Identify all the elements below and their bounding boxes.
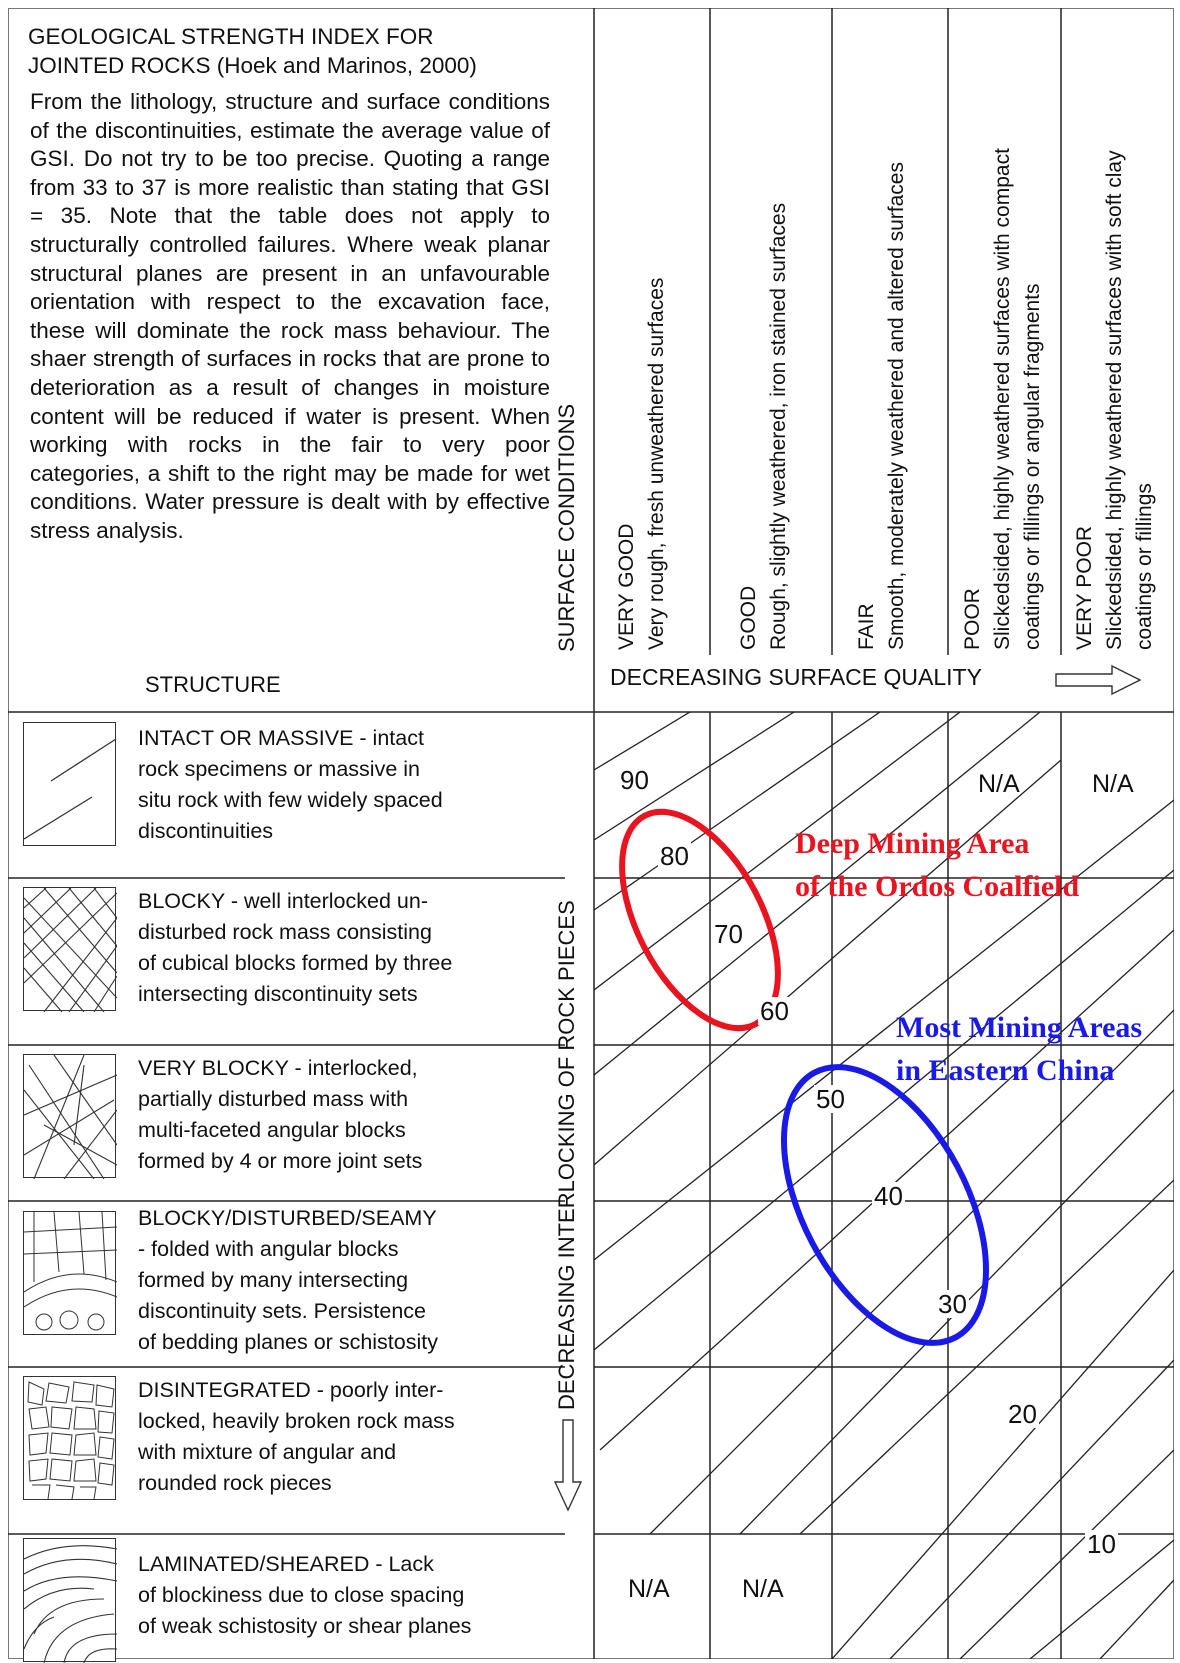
column-grade: GOOD — [737, 585, 760, 650]
row-line: intersecting discontinuity sets — [138, 982, 418, 1006]
title-line-2: JOINTED ROCKS (Hoek and Marinos, 2000) — [28, 53, 477, 78]
column-header-very-good — [612, 278, 672, 650]
column-description: Smooth, moderately weathered and altered surfaces — [885, 162, 908, 650]
chart-title — [28, 22, 568, 80]
row-line: of blockiness due to close spacing — [138, 1583, 465, 1607]
na-cell-intact-very-poor: N/A — [1092, 770, 1134, 798]
column-description: Slickedsided, highly weathered surfaces with compact — [991, 148, 1014, 650]
row-line: DISINTEGRATED - poorly inter- — [138, 1378, 444, 1402]
very-blocky-icon — [23, 1054, 116, 1178]
structure-row-blocky — [138, 886, 538, 1010]
gsi-label-90: 90 — [620, 765, 649, 795]
gsi-label-70: 70 — [714, 919, 743, 949]
column-description-2: coatings or fillings — [1133, 483, 1156, 650]
na-cell-laminated-good: N/A — [742, 1575, 784, 1603]
decreasing-interlocking-label: DECREASING INTERLOCKING OF ROCK PIECES — [554, 900, 579, 1410]
column-grade: POOR — [961, 588, 984, 650]
column-grade: FAIR — [855, 603, 878, 650]
row-line: rounded rock pieces — [138, 1471, 332, 1495]
structure-label: STRUCTURE — [145, 672, 281, 697]
column-grade: VERY POOR — [1073, 525, 1096, 650]
column-header-poor — [958, 148, 1048, 650]
column-header-fair — [852, 162, 912, 650]
structure-row-disintegrated — [138, 1375, 538, 1499]
row-line: BLOCKY/DISTURBED/SEAMY — [138, 1206, 437, 1230]
column-description: Slickedsided, highly weathered surfaces with soft clay — [1103, 150, 1126, 650]
structure-row-intact — [138, 723, 538, 847]
row-line: BLOCKY - well interlocked un- — [138, 889, 428, 913]
surface-conditions-label: SURFACE CONDITIONS — [554, 403, 579, 652]
disintegrated-icon — [23, 1376, 116, 1500]
title-line-1: GEOLOGICAL STRENGTH INDEX FOR — [28, 24, 434, 49]
column-description: Very rough, fresh unweathered surfaces — [645, 277, 668, 650]
row-line: discontinuity sets. Persistence — [138, 1299, 426, 1323]
column-header-good — [734, 203, 794, 650]
decreasing-surface-quality-label: DECREASING SURFACE QUALITY — [610, 664, 982, 690]
annotation-line-1: Most Mining Areas — [896, 1011, 1143, 1044]
row-line: discontinuities — [138, 819, 274, 843]
row-line: partially disturbed mass with — [138, 1087, 409, 1111]
row-line: INTACT OR MASSIVE - intact — [138, 726, 424, 750]
row-line: multi-faceted angular blocks — [138, 1118, 406, 1142]
row-line: locked, heavily broken rock mass — [138, 1409, 455, 1433]
column-grade: VERY GOOD — [615, 523, 638, 650]
down-arrow-icon — [555, 1420, 581, 1510]
column-description-2: coatings or fillings or angular fragments — [1021, 283, 1044, 650]
row-line: formed by many intersecting — [138, 1268, 409, 1292]
row-line: formed by 4 or more joint sets — [138, 1149, 423, 1173]
gsi-label-30: 30 — [938, 1289, 967, 1319]
deep-mining-annotation — [795, 822, 1079, 908]
annotation-line-1: Deep Mining Area — [795, 827, 1030, 860]
row-line: - folded with angular blocks — [138, 1237, 399, 1261]
gsi-label-80: 80 — [660, 841, 689, 871]
laminated-sheared-icon — [23, 1538, 116, 1662]
intro-paragraph: From the lithology, structure and surface conditions of the discontinuities, estimate the average value of GSI. Do not try to be too precise. Quoting a range from 33 to 37 is more realistic than stating that GSI = 35. Note that the table does not apply to structurally controlled failures. Where weak planar structural planes are present in an unfavourable orientation with respect to the excavation face, these will dominate the rock mass behaviour. The shaer strength of surfaces in rocks that are prone to deterioration as a result of changes in moisture content will be reduced if water is present. When working with rocks in the fair to very poor categories, a shift to the right may be made for wet conditions. Water pressure is dealt with by effective stress analysis. — [30, 89, 550, 543]
right-arrow-icon — [1056, 666, 1140, 694]
na-cell-laminated-very-good: N/A — [628, 1575, 670, 1603]
column-header-very-poor — [1070, 150, 1160, 650]
annotation-line-2: of the Ordos Coalfield — [795, 870, 1080, 903]
gsi-label-60: 60 — [760, 996, 789, 1026]
row-line: situ rock with few widely spaced — [138, 788, 443, 812]
intact-massive-icon — [23, 722, 116, 846]
row-line: rock specimens or massive in — [138, 757, 420, 781]
row-line: of weak schistosity or shear planes — [138, 1614, 472, 1638]
blocky-disturbed-seamy-icon — [23, 1211, 116, 1335]
row-line: of bedding planes or schistosity — [138, 1330, 438, 1354]
gsi-label-20: 20 — [1008, 1399, 1037, 1429]
structure-row-very-blocky — [138, 1053, 538, 1177]
structure-row-laminated-sheared — [138, 1549, 538, 1642]
row-line: LAMINATED/SHEARED - Lack — [138, 1552, 434, 1576]
eastern-china-annotation — [896, 1006, 1142, 1092]
row-line: of cubical blocks formed by three — [138, 951, 453, 975]
na-cell-intact-poor: N/A — [978, 770, 1020, 798]
row-line: VERY BLOCKY - interlocked, — [138, 1056, 418, 1080]
column-description: Rough, slightly weathered, iron stained surfaces — [767, 202, 790, 650]
gsi-label-40: 40 — [874, 1181, 903, 1211]
row-line: with mixture of angular and — [138, 1440, 397, 1464]
gsi-label-50: 50 — [816, 1084, 845, 1114]
row-line: disturbed rock mass consisting — [138, 920, 432, 944]
gsi-label-10: 10 — [1087, 1529, 1116, 1559]
blocky-icon — [23, 887, 116, 1011]
annotation-line-2: in Eastern China — [896, 1054, 1115, 1087]
structure-row-blocky-disturbed-seamy — [138, 1203, 538, 1358]
